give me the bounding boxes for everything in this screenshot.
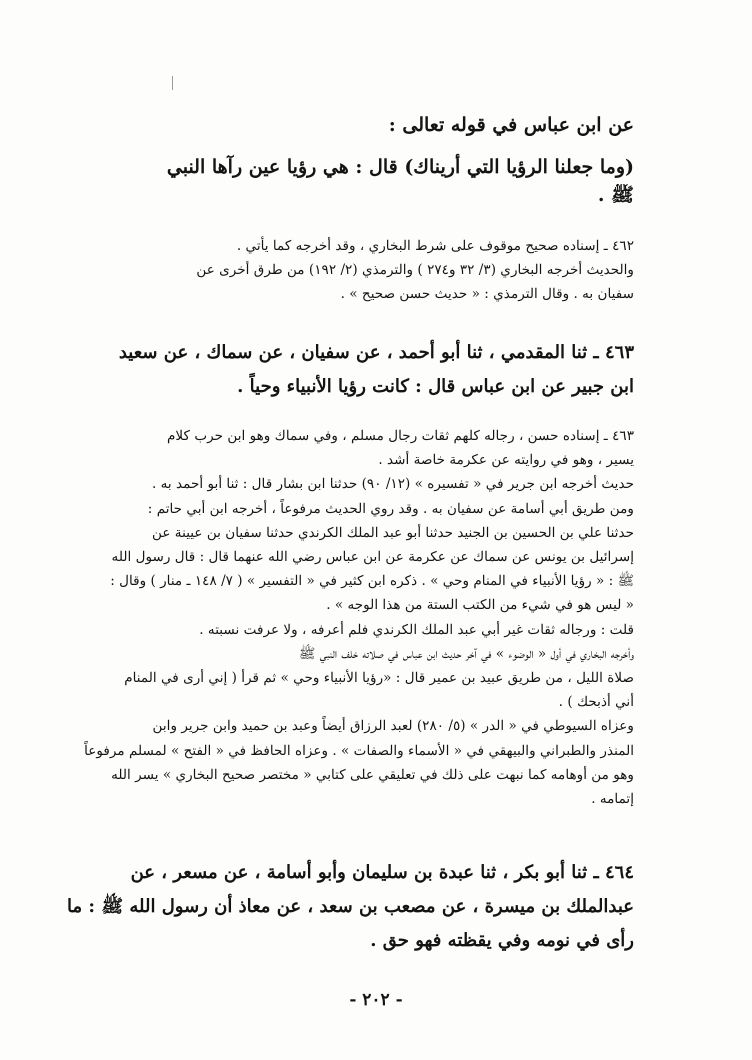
footnote-line: حدثنا علي بن الحسين بن الجنيد حدثنا أبو عبد الملك الكرندي حدثنا سفيان بن عيينة عن	[152, 524, 634, 541]
text-line: ابن جبير عن ابن عباس قال : كانت رؤيا الأنبياء وحياً .	[237, 376, 634, 397]
footnote-line: سفيان به . وقال الترمذي : « حديث حسن صحيح » .	[340, 286, 634, 303]
margin-mark	[172, 76, 173, 90]
footnote-line: وأخرجه البخاري في أول « الوضوء » في آخر حديث ابن عباس في صلاته خلف النبي ﷺ	[298, 645, 634, 662]
footnote-line: وعزاه السيوطي في « الدر » (٥/ ٢٨٠) لعبد الرزاق أيضاً وعبد بن حميد وابن جرير وابن	[152, 718, 634, 735]
footnote-463	[60, 424, 634, 811]
footnote-line: حديث أخرجه ابن جرير في « تفسيره » (١٢/ ٩٠) حدثنا ابن بشار قال : ثنا أبو أحمد به .	[152, 476, 634, 493]
footnote-462	[60, 234, 634, 307]
footnote-line: والحديث أخرجه البخاري (٣/ ٣٢ و٢٧٤ ) والترمذي (٢/ ١٩٢) من طرق أخرى عن	[196, 262, 634, 279]
hadith-463	[60, 336, 634, 404]
footnote-line: ﷺ : « رؤيا الأنبياء في المنام وحي » . ذكره ابن كثير في « التفسير » ( ٧/ ١٤٨ ـ منار ) وقال :	[110, 573, 634, 590]
footnote-line: صلاة الليل ، من طريق عبيد بن عمير قال : «رؤيا الأنبياء وحي » ثم قرأ ( إني أرى في المنام	[124, 670, 634, 687]
footnote-line: إتمامه .	[591, 791, 634, 808]
footnote-line: ومن طريق أبي أسامة عن سفيان به . وقد روي الحديث مرفوعاً ، أخرجه ابن أبي حاتم :	[147, 500, 634, 517]
footnote-line: ٤٦٣ ـ إسناده حسن ، رجاله كلهم ثقات رجال مسلم ، وفي سماك وهو ابن حرب كلام	[167, 428, 634, 444]
page-number: - ٢٠٢ -	[349, 990, 403, 1010]
footnote-line: ٤٦٢ ـ إسناده صحيح موقوف على شرط البخاري ، وقد أخرجه كما يأتي .	[236, 238, 634, 254]
footnote-line: أني أذبحك ) .	[558, 694, 634, 711]
footnote-line: يسير ، وهو في روايته عن عكرمة خاصة أشد .	[378, 452, 634, 469]
text-line: رأى في نومه وفي يقظته فهو حق .	[370, 930, 634, 951]
footnote-line: المنذر والطبراني والبيهقي في « الأسماء والصفات » . وعزاه الحافظ في « الفتح » لمسلم مرفوعاً	[84, 742, 634, 759]
text-line: ٤٦٤ ـ ثنا أبو بكر ، ثنا عبدة بن سليمان وأبو أسامة ، عن مسعر ، عن	[130, 862, 634, 883]
main-text-1	[60, 108, 634, 206]
text-line: ٤٦٣ ـ ثنا المقدمي ، ثنا أبو أحمد ، عن سفيان ، عن سماك ، عن سعيد	[118, 342, 634, 363]
text-line: عبدالملك بن ميسرة ، عن مصعب بن سعد ، عن معاذ أن رسول الله ﷺ : ما	[67, 896, 634, 917]
footnote-line: قلت : ورجاله ثقات غير أبي عبد الملك الكرندي فلم أعرفه ، ولا عرفت نسبته .	[199, 621, 634, 638]
footnote-line: « ليس هو في شيء من الكتب الستة من هذا الوجه » .	[326, 597, 634, 614]
footnote-line: إسرائيل بن يونس عن سماك عن عكرمة عن ابن عباس رضي الله عنهما قال : قال رسول الله	[111, 549, 634, 566]
text-line: (وما جعلنا الرؤيا التي أريناك) قال : هي رؤيا عين رآها النبي	[166, 156, 634, 178]
text-line: ﷺ .	[597, 184, 634, 206]
text-line: عن ابن عباس في قوله تعالى :	[388, 114, 634, 136]
hadith-464	[60, 856, 634, 958]
footnote-line: وهو من أوهامه كما نبهت على ذلك في تعليقي على كتابي « مختصر صحيح البخاري » يسر الله	[111, 766, 634, 783]
